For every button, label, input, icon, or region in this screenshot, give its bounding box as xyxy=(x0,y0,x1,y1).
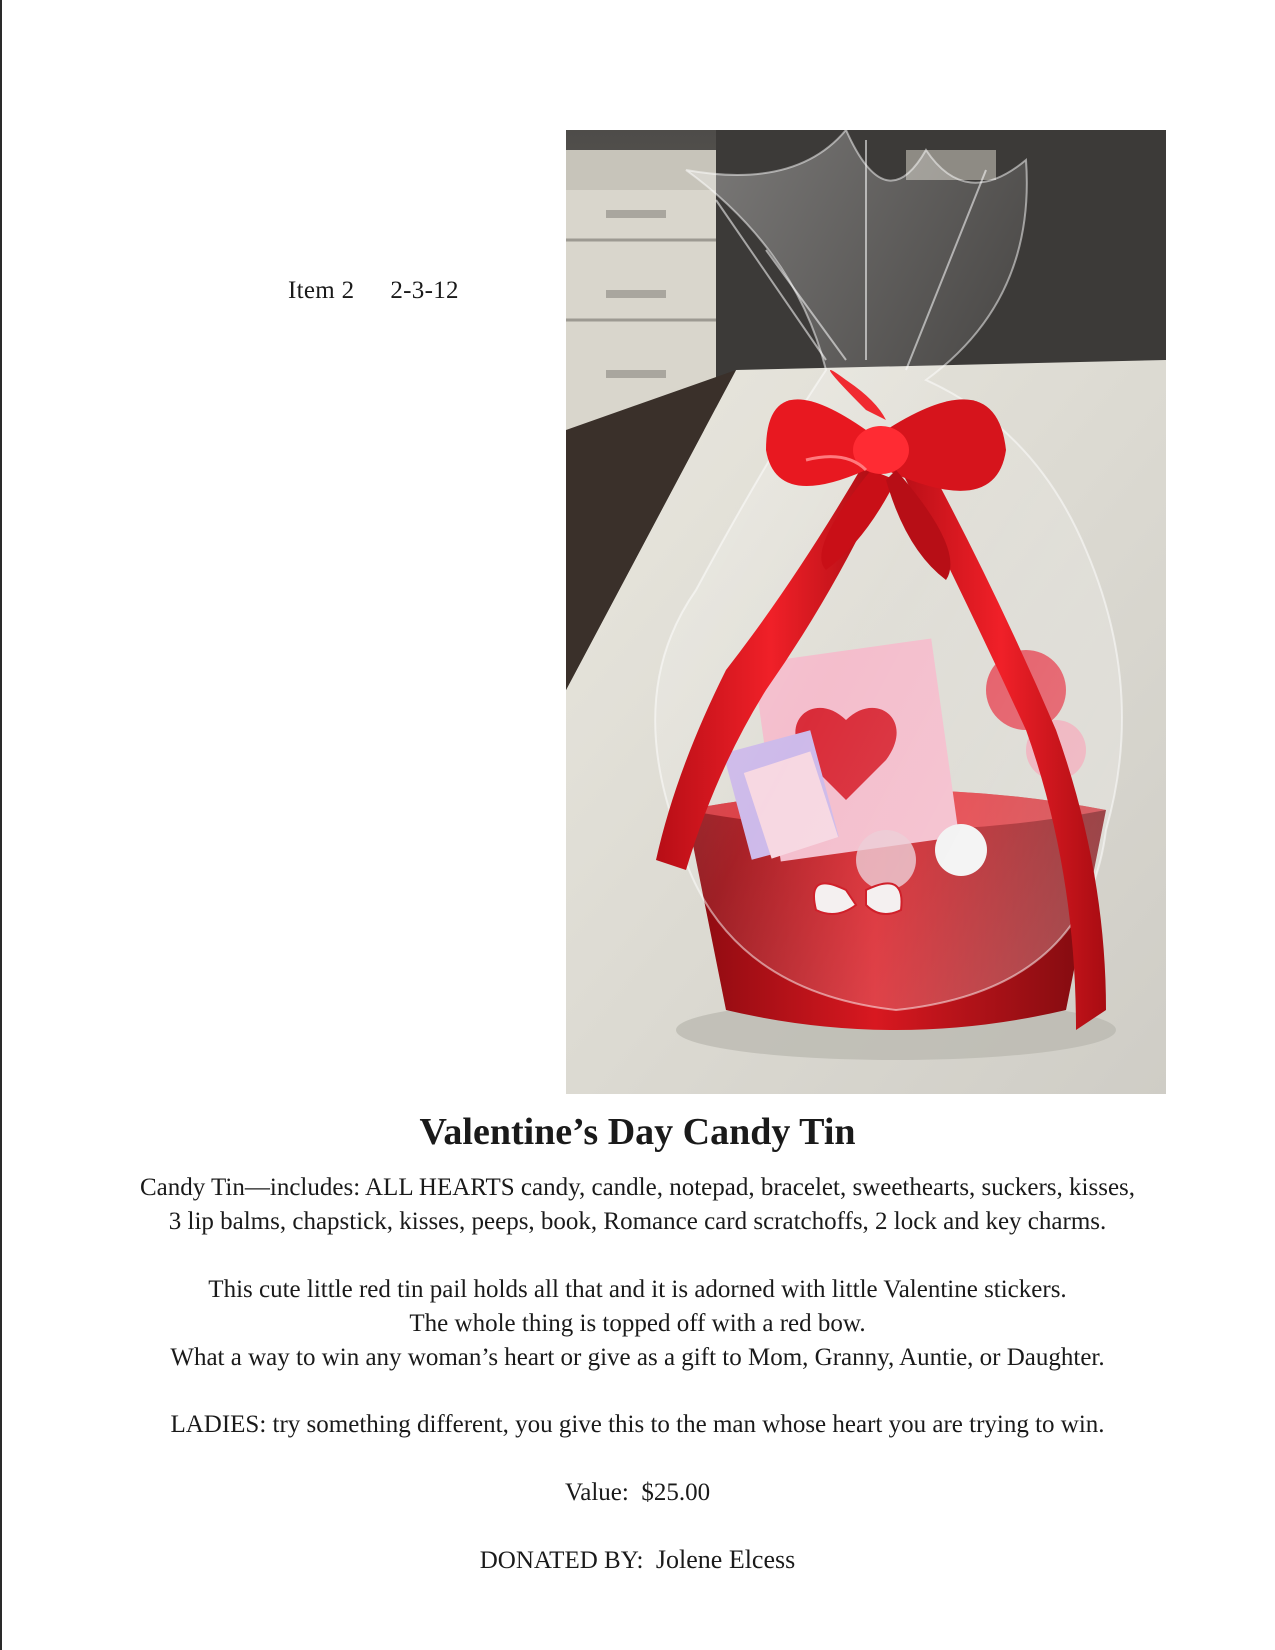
page-left-border xyxy=(0,0,2,1650)
ladies-paragraph xyxy=(0,1408,1275,1442)
item-title: Valentine’s Day Candy Tin xyxy=(419,1111,856,1153)
includes-paragraph xyxy=(0,1171,1275,1239)
item-date: 2-3-12 xyxy=(390,277,459,304)
includes-line-1: Candy Tin—includes: ALL HEARTS candy, candle, notepad, bracelet, sweethearts, suckers, kisses, xyxy=(139,1174,1136,1201)
donated-label: DONATED BY: xyxy=(479,1547,644,1574)
gift-basket-photo xyxy=(566,130,1166,1094)
description-line-3: What a way to win any woman’s heart or give as a gift to Mom, Granny, Auntie, or Daughter. xyxy=(170,1344,1105,1371)
donated-line xyxy=(0,1543,1275,1578)
item-header xyxy=(288,277,459,305)
value-line xyxy=(0,1476,1275,1510)
description-line-2: The whole thing is topped off with a red bow. xyxy=(409,1310,866,1337)
value-amount: $25.00 xyxy=(641,1479,711,1506)
value-label: Value: xyxy=(564,1479,629,1506)
donor-name: Jolene Elcess xyxy=(655,1545,796,1574)
includes-line-2: 3 lip balms, chapstick, kisses, peeps, book, Romance card scratchoffs, 2 lock and key charms. xyxy=(168,1208,1107,1235)
item-number: Item 2 xyxy=(288,277,355,304)
description-paragraph xyxy=(0,1273,1275,1375)
description-line-1: This cute little red tin pail holds all that and it is adorned with little Valentine stickers. xyxy=(208,1276,1067,1303)
ladies-line: LADIES: try something different, you give this to the man whose heart you are trying to win. xyxy=(170,1411,1105,1438)
